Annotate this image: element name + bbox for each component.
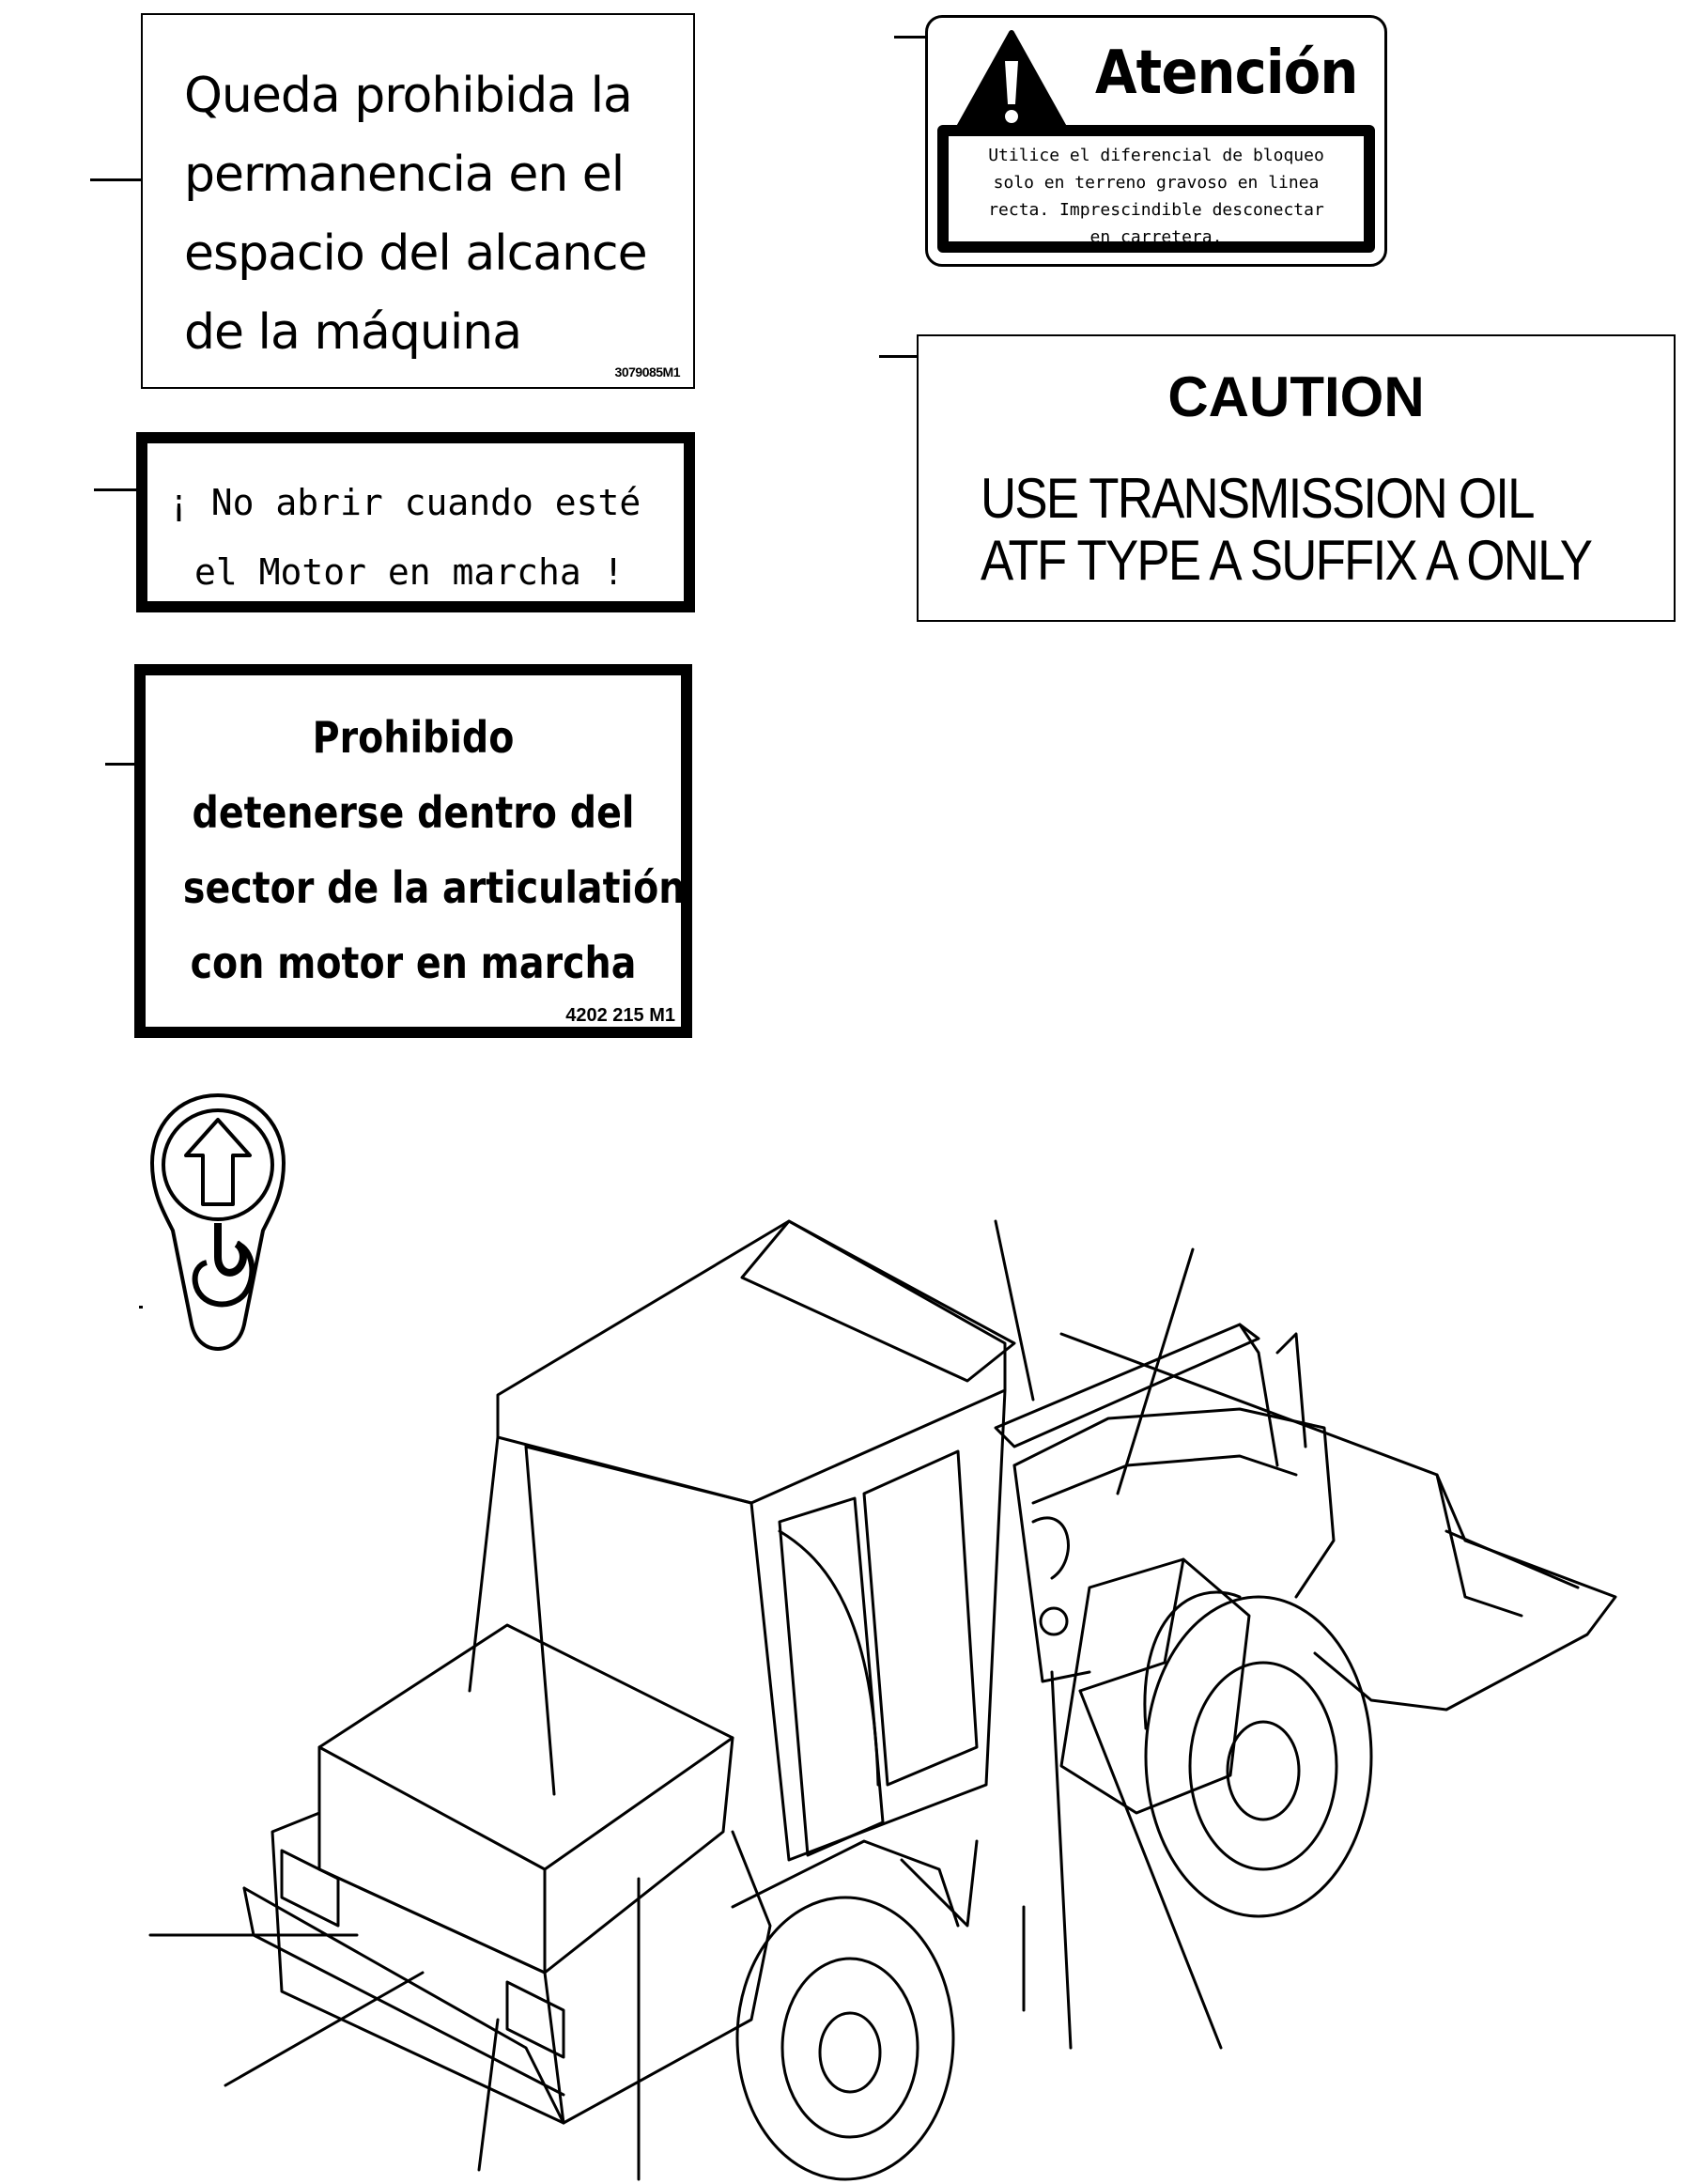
decal-line: detenerse dentro del	[192, 787, 635, 838]
leader-line	[894, 36, 925, 39]
safety-decal-reach-zone	[141, 13, 695, 389]
decal-line: permanencia en el	[184, 147, 625, 203]
decal-message-box	[937, 125, 1375, 253]
decal-line: Queda prohibida la	[184, 68, 632, 124]
decal-line: solo en terreno gravoso en linea	[993, 173, 1320, 193]
leader-line	[94, 488, 136, 491]
decal-text	[182, 700, 686, 1000]
decal-line: Prohibido	[312, 712, 515, 763]
safety-decal-articulation-zone	[134, 664, 692, 1038]
wheel-loader-icon	[0, 1165, 1684, 2184]
warning-triangle-icon	[953, 29, 1070, 134]
decal-line: con motor en marcha	[190, 937, 637, 988]
safety-decal-transmission-oil	[917, 334, 1676, 622]
decal-text	[168, 468, 641, 607]
leader-line	[90, 178, 141, 181]
safety-decal-differential-lock	[925, 15, 1387, 267]
decal-line: espacio del alcance	[184, 225, 647, 282]
decal-title: CAUTION	[1167, 365, 1425, 428]
leader-line	[879, 355, 917, 358]
leader-line	[105, 763, 137, 766]
decal-line: ATF TYPE A SUFFIX A ONLY	[981, 529, 1592, 592]
part-number: 4202 215 M1	[565, 1005, 675, 1026]
decal-line: de la máquina	[184, 304, 522, 361]
decal-text	[981, 468, 1591, 592]
decal-line: USE TRANSMISSION OIL	[981, 467, 1534, 530]
decal-line: sector de la articulatión	[182, 862, 686, 913]
decal-line: en carretera.	[1089, 227, 1223, 247]
decal-line: Utilice el diferencial de bloqueo	[988, 146, 1324, 165]
decal-text	[184, 56, 647, 372]
safety-decal-do-not-open	[136, 432, 695, 612]
decal-line: recta. Imprescindible desconectar	[988, 200, 1324, 220]
decal-title: Atención	[1095, 39, 1358, 108]
decal-line: ¡ No abrir cuando esté	[168, 482, 641, 523]
part-number: 3079085M1	[614, 364, 680, 379]
decal-line: el Motor en marcha !	[194, 551, 625, 593]
